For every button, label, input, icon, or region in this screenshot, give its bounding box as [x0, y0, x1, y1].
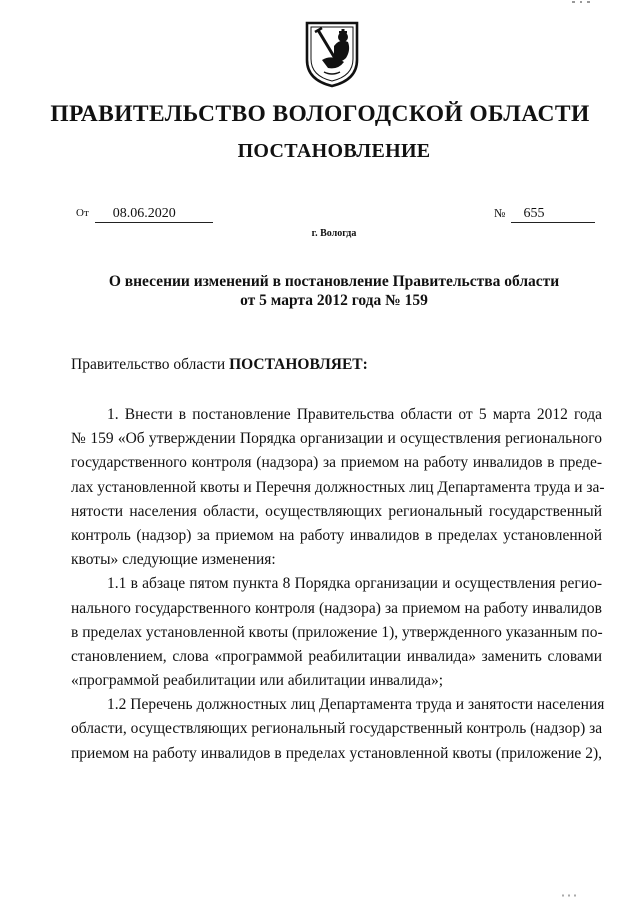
number-label: №: [494, 206, 506, 220]
body-line: государственного контроля (надзора) за приемом на работу инвалидов в преде-: [71, 454, 602, 472]
document-date: [76, 206, 213, 223]
body-line: приемом на работу инвалидов в пределах установленной квоты (приложение 2),: [71, 744, 602, 762]
body-line: № 159 «Об утверждении Порядка организации и осуществления регионального: [71, 430, 602, 448]
subject-line: от 5 марта 2012 года № 159: [240, 292, 428, 309]
date-label: От: [76, 207, 89, 219]
government-title: ПРАВИТЕЛЬСТВО ВОЛОГОДСКОЙ ОБЛАСТИ: [50, 101, 590, 127]
scan-mark: [562, 894, 582, 897]
document-number: [494, 206, 595, 223]
body-line: 1.1 в абзаце пятом пункта 8 Порядка организации и осуществления регио-: [107, 575, 602, 593]
body-line: в пределах установленной квоты (приложение 1), утвержденного указанным по-: [71, 623, 603, 641]
document-type-title: ПОСТАНОВЛЕНИЕ: [237, 140, 431, 162]
resolution-intro: [71, 356, 368, 374]
document-subject: [0, 272, 640, 310]
body-line: лах установленной квоты и Перечня должностных лиц Департамента труда и за-: [71, 478, 605, 496]
body-line: «программой реабилитации или абилитации инвалида»;: [71, 672, 444, 690]
body-line: квоты» следующие изменения:: [71, 551, 276, 569]
resolution-keyword: ПОСТАНОВЛЯЕТ:: [229, 356, 368, 373]
body-line: нятости населения области, осуществляющих региональный государственный: [71, 502, 602, 520]
city-label: г. Вологда: [311, 228, 357, 239]
body-line: контроль (надзор) за приемом на работу инвалидов в пределах установленной: [71, 526, 602, 544]
document-body: [71, 403, 605, 766]
coat-of-arms-icon: [304, 20, 360, 88]
resolution-prefix: Правительство области: [71, 356, 230, 373]
body-line: становлением, слова «программой реабилитации инвалида» заменить словами: [71, 647, 602, 665]
body-line: нального государственного контроля (надзора) за приемом на работу инвалидов: [71, 599, 602, 617]
body-line: области, осуществляющих региональный государственный контроль (надзор) за: [71, 720, 603, 738]
scan-mark: [572, 0, 596, 4]
date-value: 08.06.2020: [95, 206, 213, 223]
body-line: 1.2 Перечень должностных лиц Департамента труда и занятости населения: [107, 696, 605, 714]
subject-line: О внесении изменений в постановление Правительства области: [108, 273, 560, 290]
body-line: 1. Внести в постановление Правительства области от 5 марта 2012 года: [107, 406, 602, 423]
number-value: 655: [511, 206, 595, 223]
